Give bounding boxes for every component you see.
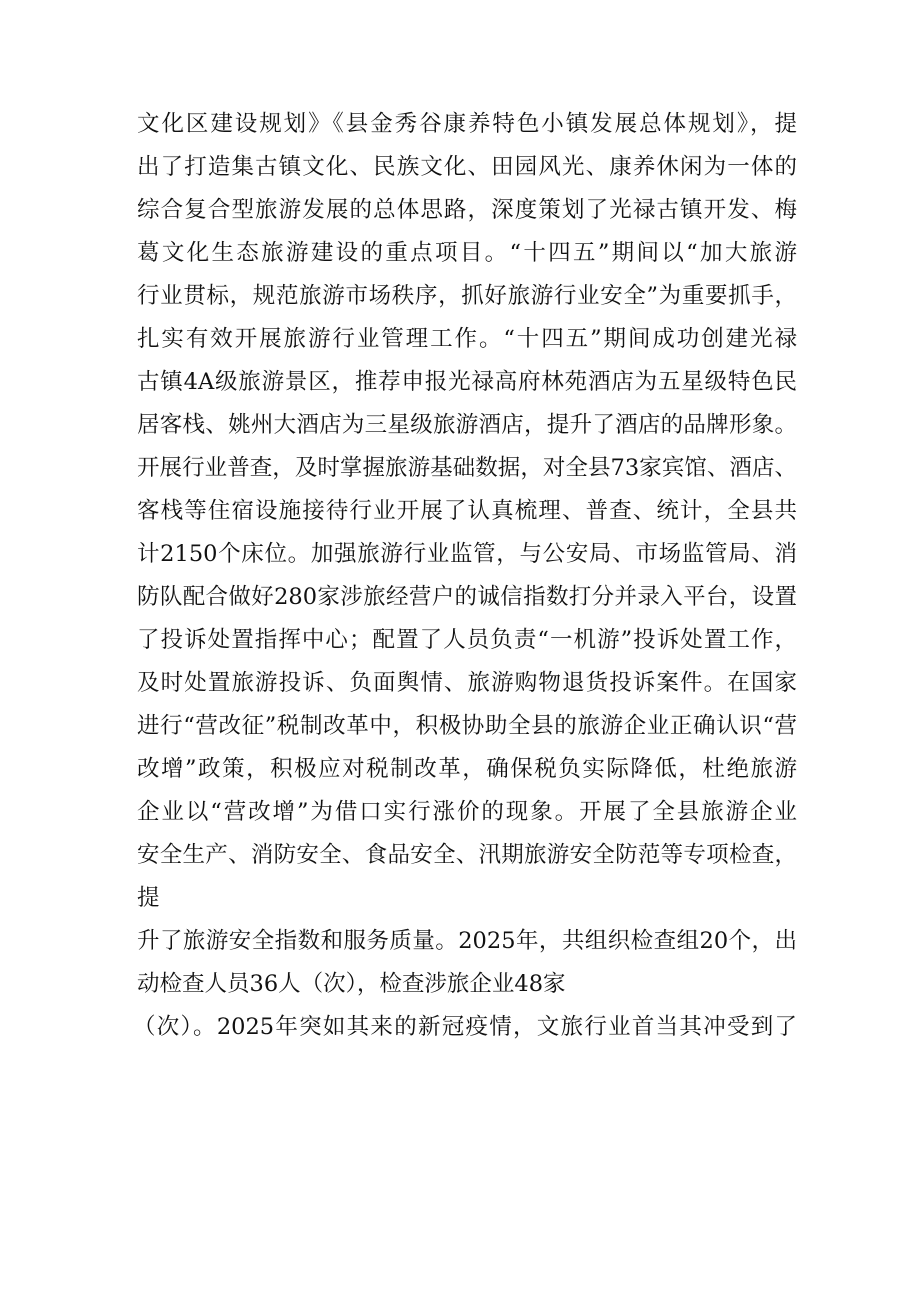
text-line: 及时处置旅游投诉、负面舆情、旅游购物退货投诉案件。在国家 (137, 670, 797, 696)
text-line: 动检查人员36人（次），检查涉旅企业48家 (137, 971, 566, 997)
text-line: 开展行业普查，及时掌握旅游基础数据，对全县73家宾馆、酒店、 (137, 455, 797, 481)
text-line: 升了旅游安全指数和服务质量。2025年，共组织检查组20个，出 (137, 928, 797, 954)
text-line: 了投诉处置指挥中心；配置了人员负责“一机游”投诉处置工作， (137, 627, 797, 653)
text-line: 葛文化生态旅游建设的重点项目。“十四五”期间以“加大旅游 (137, 240, 797, 266)
text-line: 文化区建设规划》《县金秀谷康养特色小镇发展总体规划》，提 (137, 111, 797, 137)
text-line: 扎实有效开展旅游行业管理工作。“十四五”期间成功创建光禄 (137, 326, 797, 352)
text-line: 企业以“营改增”为借口实行涨价的现象。开展了全县旅游企业 (137, 799, 797, 825)
text-line: 计2150个床位。加强旅游行业监管，与公安局、市场监管局、消 (137, 541, 797, 567)
text-line: 提 (137, 885, 160, 911)
text-line: 防队配合做好280家涉旅经营户的诚信指数打分并录入平台，设置 (137, 584, 797, 610)
text-line: 居客栈、姚州大酒店为三星级旅游酒店，提升了酒店的品牌形象。 (137, 412, 797, 438)
body-text (133, 103, 797, 1049)
text-line: 客栈等住宿设施接待行业开展了认真梳理、普查、统计，全县共 (137, 498, 797, 524)
text-line: 安全生产、消防安全、食品安全、汛期旅游安全防范等专项检查， (137, 842, 797, 868)
text-line: 改增”政策，积极应对税制改革，确保税负实际降低，杜绝旅游 (137, 756, 797, 782)
text-line: 古镇4A级旅游景区，推荐申报光禄高府林苑酒店为五星级特色民 (137, 369, 797, 395)
text-line: 综合复合型旅游发展的总体思路，深度策划了光禄古镇开发、梅 (137, 197, 797, 223)
text-line: 进行“营改征”税制改革中，积极协助全县的旅游企业正确认识“营 (137, 713, 797, 739)
text-line: 出了打造集古镇文化、民族文化、田园风光、康养休闲为一体的 (137, 154, 797, 180)
text-line: 行业贯标，规范旅游市场秩序，抓好旅游行业安全”为重要抓手， (137, 283, 797, 309)
text-line: （次）。2025年突如其来的新冠疫情，文旅行业首当其冲受到了 (133, 1014, 797, 1040)
